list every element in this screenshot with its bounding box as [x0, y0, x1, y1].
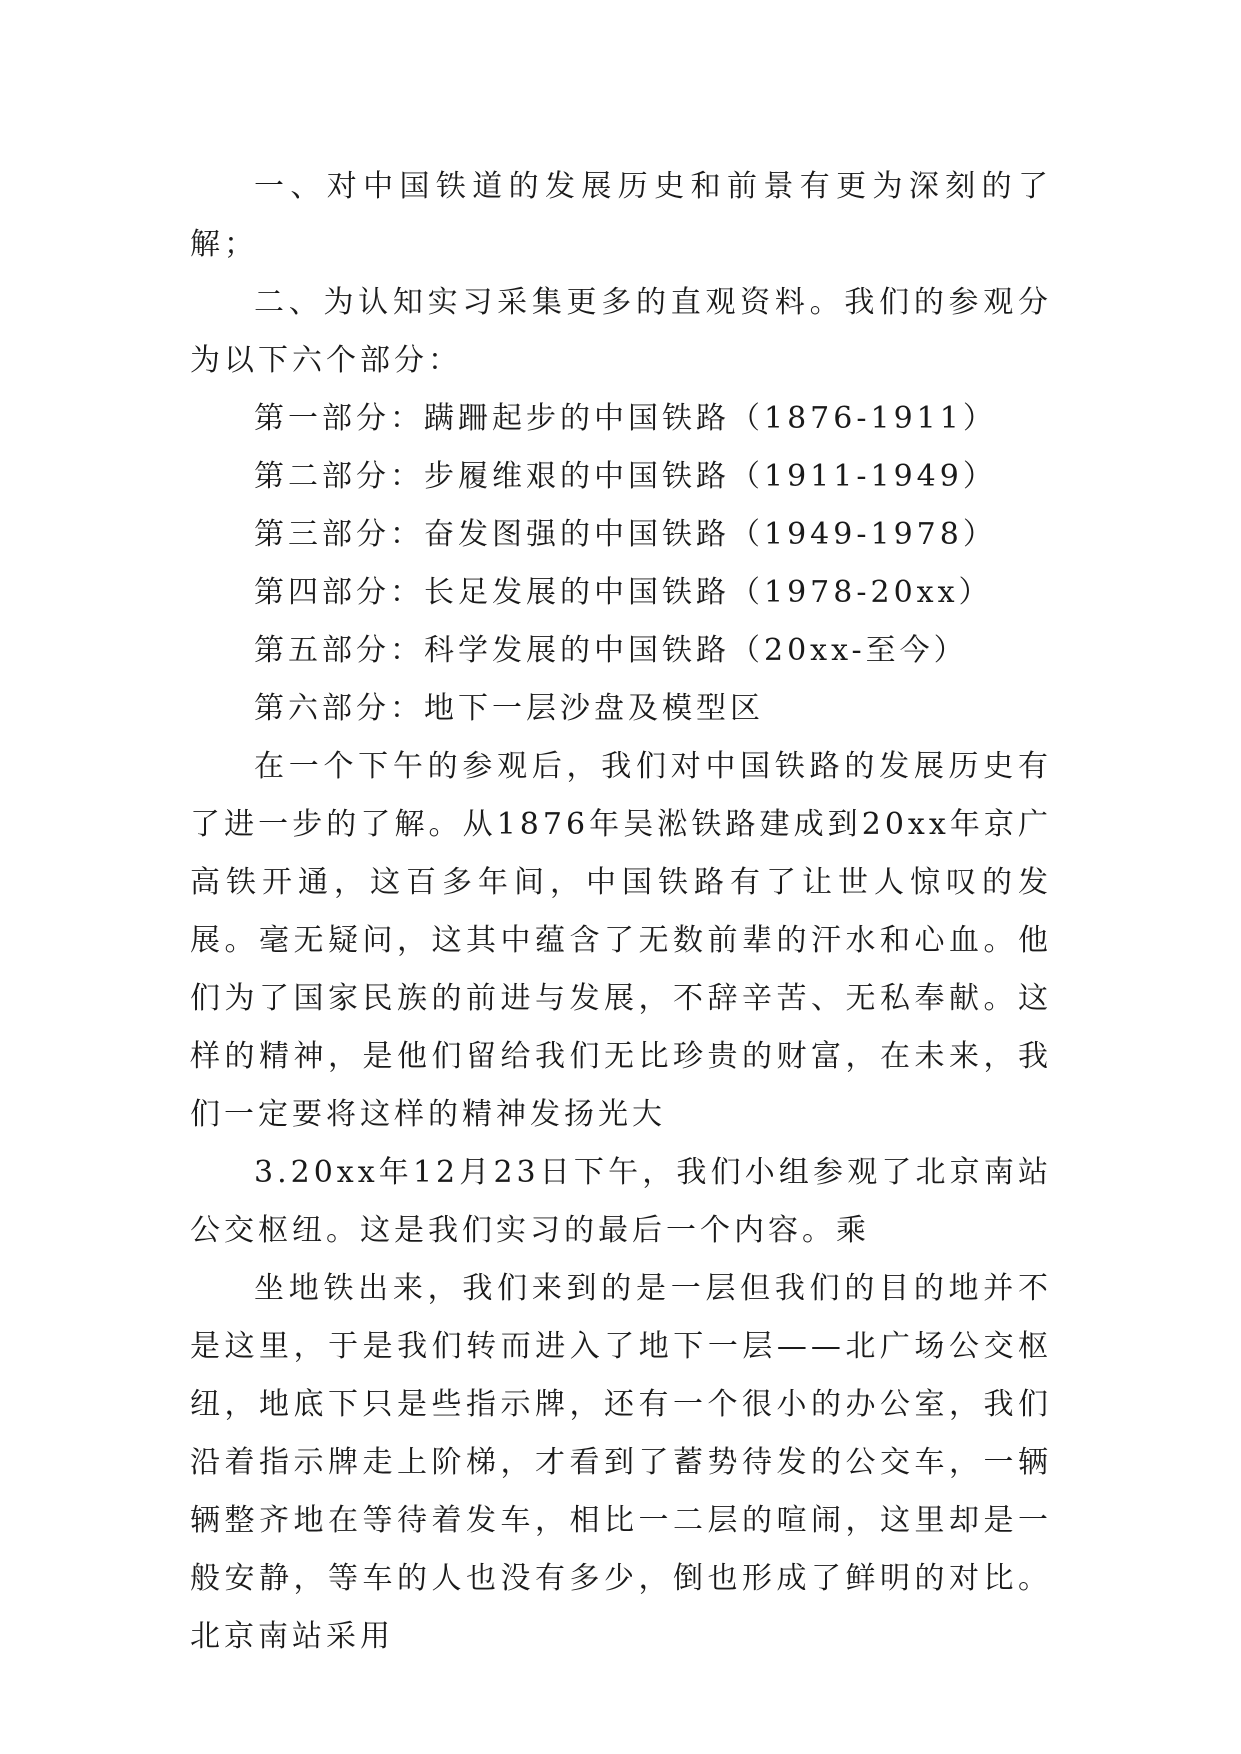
- section-item-5: 第五部分：科学发展的中国铁路（20xx-至今）: [254, 633, 968, 668]
- body-text: [190, 158, 1052, 1666]
- goal-item-1: 一、对中国铁道的发展历史和前景有更为深刻的了解；: [190, 169, 1052, 262]
- section-item-1: 第一部分：蹒跚起步的中国铁路（1876-1911）: [254, 401, 997, 436]
- goal-item-2: 二、为认知实习采集更多的直观资料。我们的参观分为以下六个部分：: [190, 285, 1052, 378]
- section-item-4: 第四部分：长足发展的中国铁路（1978-20xx）: [254, 575, 993, 610]
- summary-paragraph: 在一个下午的参观后，我们对中国铁路的发展历史有了进一步的了解。从1876年吴淞铁路建成到20xx年京广高铁开通，这百多年间，中国铁路有了让世人惊叹的发展。毫无疑问，这其中蕴含了无数前辈的汗水和心血。他们为了国家民族的前进与发展，不辞辛苦、无私奉献。这样的精神，是他们留给我们无比珍贵的财富，在未来，我们一定要将这样的精神发扬光大: [190, 749, 1052, 1132]
- section-item-6: 第六部分：地下一层沙盘及模型区: [254, 691, 764, 726]
- visit-detail-paragraph: 坐地铁出来，我们来到的是一层但我们的目的地并不是这里，于是我们转而进入了地下一层——北广场公交枢纽，地底下只是些指示牌，还有一个很小的办公室，我们沿着指示牌走上阶梯，才看到了蓄势待发的公交车，一辆辆整齐地在等待着发车，相比一二层的喧闹，这里却是一般安静，等车的人也没有多少，倒也形成了鲜明的对比。北京南站采用: [190, 1271, 1052, 1654]
- visit-intro-paragraph: 3.20xx年12月23日下午，我们小组参观了北京南站公交枢纽。这是我们实习的最后一个内容。乘: [190, 1155, 1052, 1248]
- section-item-2: 第二部分：步履维艰的中国铁路（1911-1949）: [254, 459, 997, 494]
- section-item-3: 第三部分：奋发图强的中国铁路（1949-1978）: [254, 517, 997, 552]
